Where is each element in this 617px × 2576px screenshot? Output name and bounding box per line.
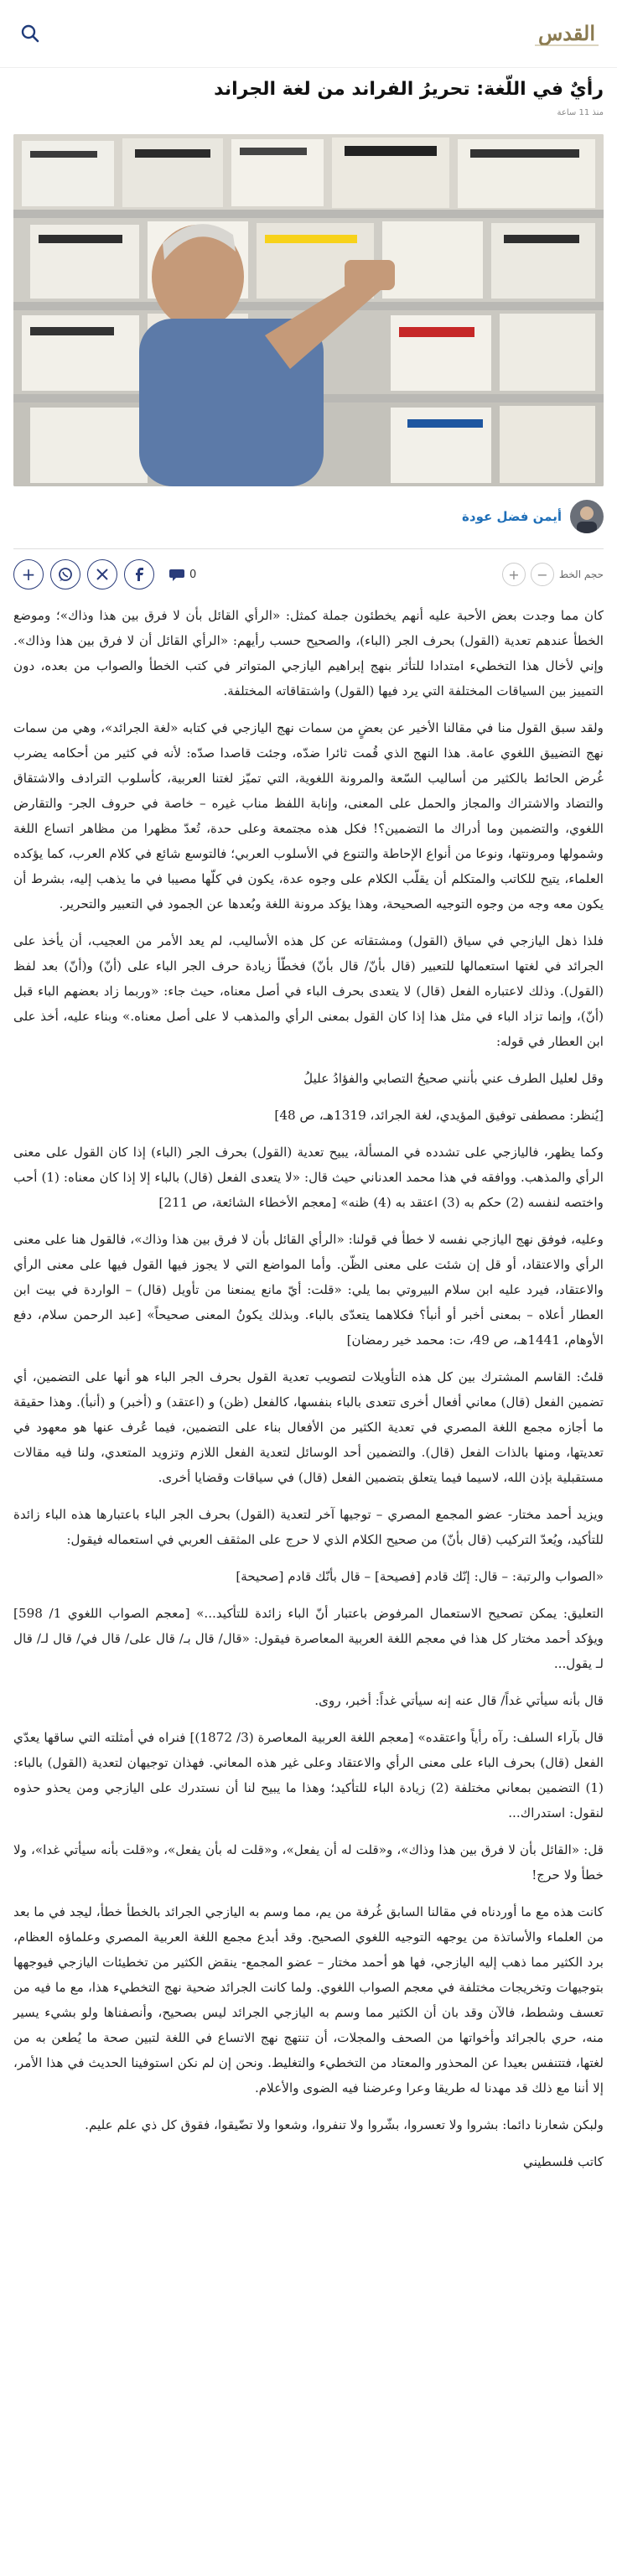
article-paragraph: قل: «القائل بأن لا فرق بين هذا وذاك»، و«قلت له أن يفعل»، و«قلت له بأن يفعل»، و«قلت بأنه سيأتي غدا»، ولا خطأ ولا حرج! bbox=[13, 1842, 604, 1883]
article-paragraph: ولقد سبق القول منا في مقالنا الأخير عن بعضٍ من سمات نهج اليازجي في كتابه «لغة الجرائد»، وهي من سمات نهج التضييق اللغوي عامة. هذا النهج الذي قُمت ثائرا ضدّه، وجئت قاصدا صدّه: لأنه في كثير من أحكامه يضرب غُرض الحائط بالكثير من أساليب السّعة والمرونة اللغوية، التي تميّز لغتنا العربية، كأسلوب الترادف والاشتقاق والتضاد والاشتراك والمجاز والحمل على المعنى، وإنابة اللفظ مناب غيره – خاصة في حروف الجر- والتقارض اللغوي، والتضمين وما أدراك ما التضمين؟! فكل هذه مجتمعة وعلى حدة، تُعدّ مظهرا من مظاهر اتساع اللغة وشمولها ومرونتها، ونوعا من أنواع الإحاطة والتنوع في الأسلوب العربي؛ فالتوسع شائع في كلام العرب، كما يؤكده العلماء، يتيح للكاتب والمتكلم أن يقلّب الكلام على وجوه عدة، يكون في كلّها مصيبا في ما يذهب إليه، بشرط أن يكون معه وجه من وجوه التوجيه الصحيحة، وهذا يؤكد مرونة اللغة وبُعدها عن الجمود في التعبير والتحرير. bbox=[13, 720, 604, 911]
article-paragraph: التعليق: يمكن تصحيح الاستعمال المرفوض باعتبار أنّ الباء زائدة للتأكيد...» [معجم الصواب اللغوي 1/ 598] ويؤكد أحمد مختار كل هذا في معجم اللغة العربية المعاصرة فيقول: «قال/ قال بـ/ قال على/ قال في/ قال لـ/ قال لـ يقول... bbox=[13, 1606, 604, 1671]
article-paragraph: قلتُ: القاسم المشترك بين كل هذه التأويلات لتصويب تعدية القول بحرف الجر الباء هو أنها على التضمين، أي تضمين الفعل (قال) معاني أفعال أخرى تتعدى بالباء بنفسها، كالفعل (ظن) و (اعتقد) و (أخبر) و (أنبأ). وهذا حقيقة ما أجازه مجمع اللغة المصري في تعدية الكثير من الأفعال بناء على التضمين، فيما عُرف عنها هو معهود في تعديتها، ومنها بالذات الفعل (قال). والتضمين أحد الوسائل لتعدية الفعل اللازم وتزويد المتعدي، ولنا فيه مقالات مستقبلية بإذن الله، لاسيما فيما يتعلق بتضمين الفعل (قال) في سياقات وقضايا أخرى. bbox=[13, 1369, 604, 1485]
share-bar bbox=[13, 559, 196, 589]
article-paragraph: ولبكن شعارنا دائما: بشروا ولا تعسروا، بشّروا ولا تنفروا، وشعوا ولا تضّيقوا، فقوق كل ذي علم عليم. bbox=[85, 2117, 604, 2132]
facebook-icon bbox=[133, 568, 145, 581]
facebook-share-button[interactable] bbox=[124, 559, 154, 589]
divider bbox=[13, 548, 604, 549]
article-body bbox=[13, 603, 604, 2174]
font-decrease-button[interactable] bbox=[531, 563, 554, 586]
author-signature: كاتب فلسطيني bbox=[523, 2154, 604, 2169]
quote-line: «الصواب والرتبة: – قال: إنّك قادم [فصيحة] – قال بأنّك قادم [صحيحة] bbox=[236, 1569, 604, 1584]
whatsapp-share-button[interactable] bbox=[50, 559, 80, 589]
article-tools bbox=[13, 558, 604, 591]
newsstand-photo bbox=[13, 134, 604, 486]
article-title: رأيٌ في اللّغة: تحريرُ الفراند من لغة الجراند bbox=[214, 79, 604, 100]
article-timestamp: منذ 11 ساعة bbox=[557, 108, 604, 117]
plus-icon: + bbox=[21, 564, 36, 584]
article-paragraph: فلذا ذهل اليازجي في سياق (القول) ومشتقاته عن كل هذه الأساليب، لم يعد الأمر من العجيب، أن يأخذ على الجرائد في لغتها استعمالها للتعبير (قال بأنّ/ قال بأنّ) فخطّأ زيادة حرف الجر الباء على (أنّ) و(أنّ) بعد لفظ (القول). وذلك لاعتباره الفعل (قال) لا يتعدى بحرف الباء في أصل معناه، حيث جاء: «وربما زاد بعضهم الباء قبل (أنّ)، وإنما تزاد الباء في مثل هذا إذا كان القول بمعنى الرأي والمذهب لا على أصل معناه.» وبناء عليه، أخذ على ابن العطار في قوله: bbox=[13, 933, 604, 1049]
article-paragraph: كان مما وجدت بعض الأحبة عليه أنهم يخطئون جملة كمثل: «الرأي القائل بأن لا فرق بين هذا وذاك»؛ وموضع الخطأ عندهم تعدية (القول) بحرف الجر (الباء)، والصحيح حسب رأيهم: «الرأي القائل أن لا فرق بين هذا وذاك». وإني لأخال هذا التخطيء امتدادا للتأثر بنهج إبراهيم اليازجي المتواتر في كتب الخطأ والصواب من بعده، دون التمييز بين السياقات المختلفة التي يرد فيها (القول) واشتقاقاته المختلفة. bbox=[13, 608, 604, 699]
logo-mark bbox=[526, 15, 607, 52]
search-icon bbox=[17, 20, 44, 47]
site-logo[interactable] bbox=[526, 15, 607, 52]
article-paragraph: ويزيد أحمد مختار- عضو المجمع المصري – توجيها آخر لتعدية (القول) بحرف الجر الباء باعتبارها هذه الباء زائدة للتأكيد، ويُعدّ التركيب (قال بأنّ) من صحيح الكلام الذي لا حرج على المثقف العربي في استعماله فيقول: bbox=[13, 1507, 604, 1547]
comment-count: 0 bbox=[189, 568, 197, 581]
article-paragraph: وكما يظهر، فاليازجي على تشدده في المسألة، يبيح تعدية (القول) بحرف الجر (الباء) إذا كان القول على معنى الرأي والمذهب. ووافقه في هذا محمد العدناني حيث قال: «لا يتعدى الفعل (قال) بالباء إلا إذا كان معناه: (1) أحب واختصه لنفسه (2) حكم به (3) اعتقد به (4) ظنه» [معجم الأخطاء الشائعة، ص 211] bbox=[13, 1145, 604, 1210]
quote-line: قال بأنه سيأتي غداً/ قال عنه إنه سيأتي غداً: أخبر، روى. bbox=[314, 1693, 604, 1708]
poem-line: وقل لعليل الطرف عني بأنني صحيحُ التصابي والفؤادُ عليلُ bbox=[303, 1071, 604, 1086]
citation: [يُنظر: مصطفى توفيق المؤيدي، لغة الجرائد، 1319هـ، ص 48] bbox=[274, 1108, 604, 1123]
minus-icon: − bbox=[537, 566, 548, 583]
comment-icon bbox=[169, 567, 186, 582]
avatar-image bbox=[570, 500, 604, 533]
author-name[interactable]: أيمن فضل عودة bbox=[462, 509, 562, 524]
x-icon bbox=[96, 569, 108, 580]
svg-text:القدس: القدس bbox=[537, 21, 596, 45]
hero-image bbox=[13, 134, 604, 486]
comment-counter[interactable] bbox=[169, 567, 196, 582]
article-paragraph: قال بآراء السلف: رآه رأياً واعتقده» [معجم اللغة العربية المعاصرة (3/ 1872)] فنراه في أمثلته التي ساقها يعدّي الفعل (قال) بحرف الباء على معنى الرأي والاعتقاد وعلى غير هذه المعاني. فهذان توجيهان لتعدية (القول) بالباء: (1) التضمين بمعاني مختلفة (2) زيادة الباء للتأكيد؛ وهذا ما يبيح لنا أن نستدرك على اليازجي ومن يحذو حذوه لنقول: استدراك... bbox=[13, 1730, 604, 1820]
more-share-button[interactable] bbox=[13, 559, 44, 589]
x-share-button[interactable] bbox=[87, 559, 117, 589]
whatsapp-icon bbox=[58, 567, 73, 582]
font-size-label: حجم الخط bbox=[558, 569, 604, 580]
author-row bbox=[13, 500, 604, 533]
article-paragraph: وعليه، فوفق نهج اليازجي نفسه لا خطأ في قولنا: «الرأي القائل بأن لا فرق بين هذا وذاك»، فالقول هنا على معنى الرأي والاعتقاد، أو قل إن شئت على معنى الظّن. وأما المواضع التي لا يجوز فيها القول فيها على معنى الرأي والاعتقاد، فيرد عليه ابن سلام البيروتي بما يلي: «قلت: أيّ مانع يمنعنا من تأويل (قال) – الواردة في بيت ابن العطار أعلاه – بمعنى أخبر أو أنبأ؟ فكلاهما يتعدّى بالباء. وبذلك يكونُ المعنى صحيحاً» [عبد الرحمن سلام، دفع الأوهام، 1441هـ، ص 49، ت: محمد خير رمضان] bbox=[13, 1232, 604, 1348]
plus-icon: + bbox=[508, 566, 520, 583]
font-increase-button[interactable] bbox=[502, 563, 526, 586]
article-paragraph: كانت هذه مع ما أوردناه في مقالنا السابق غُرفة من يم، مما وسم به اليازجي الجرائد بالخطأ خطأ، ليجد في ما بعد من العلماء والأساتذة من يوجهه التوجيه اللغوي الصحيح. وقد أبدع مجمع اللغة العربية المصري وعلماؤه العظام، برد الكثير مما ذهب إليه اليازجي، فها هو أحمد مختار – عضو المجمع- ينقض الكثير من تخطيئات اليازجي فيوجهها بتوجيهات وتخريجات مختلفة في معجم الصواب اللغوي. ولما كانت الجرائد ضحية نهج التخطيء هذا، مع ما فيه من تعسف وشطط، فالآن وقد بان أن الكثير مما وسم به اليازجي الجرائد ليس بصحيح، وأنصفناها ولو بشيء يسير منه، حري بالجرائد وأخواتها من الصحف والمجلات، أن تنتهج نهج الاتساع في اللغة لتبين صحة ما يُطعن به من لغتها، فتتنفس بعيدا عن المحذور والمعتاد من التخطيء والتغليط. ونحن إن لم نكن استوفينا الحديث في هذا الأمر، إلا أننا مع ذلك قد مهدنا له طريقا وعرا وعرضنا فيه الضوى والأعلام. bbox=[13, 1904, 604, 2096]
search-button[interactable] bbox=[17, 20, 44, 47]
top-bar bbox=[0, 0, 617, 68]
author-avatar[interactable] bbox=[570, 500, 604, 533]
font-size-control bbox=[502, 563, 604, 586]
